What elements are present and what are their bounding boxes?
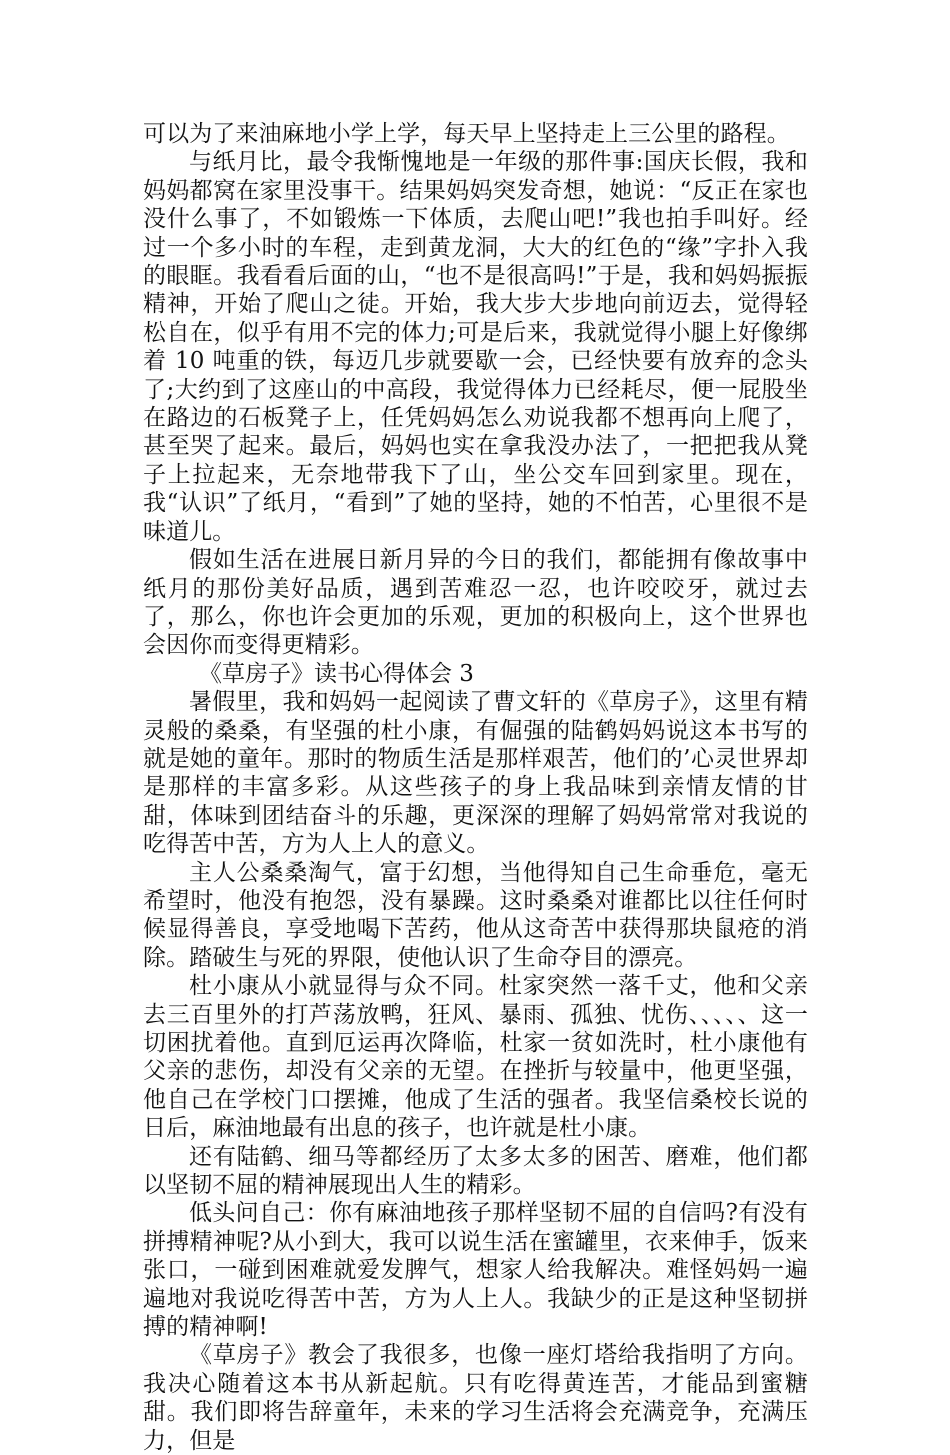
paragraph: 低头问自己：你有麻油地孩子那样坚韧不屈的自信吗?有没有拼搏精神呢?从小到大，我可以说生活在蜜罐里，衣来伸手，饭来张口，一碰到困难就爱发脾气，想家人给我解决。难怪妈妈一遍遍地对我说吃得苦中苦，方为人上人。我缺少的正是这种坚韧拼搏的精神啊! bbox=[143, 1200, 808, 1341]
paragraph: 可以为了来油麻地小学上学，每天早上坚持走上三公里的路程。 bbox=[143, 121, 790, 147]
paragraph: 假如生活在进展日新月异的今日的我们，都能拥有像故事中纸月的那份美好品质，遇到苦难忍一忍，也许咬咬牙，就过去了，那么，你也许会更加的乐观，更加的积极向上，这个世界也会因你而变得更精彩。 bbox=[143, 547, 808, 659]
paragraph: 还有陆鹤、细马等都经历了太多太多的困苦、磨难，他们都以坚韧不屈的精神展现出人生的精彩。 bbox=[143, 1143, 808, 1199]
paragraph: 主人公桑桑淘气，富于幻想，当他得知自己生命垂危，毫无希望时，他没有抱怨，没有暴躁。这时桑桑对谁都比以往任何时候显得善良，享受地喝下苦药，他从这奇苦中获得那块鼠疮的消除。踏破生与死的界限，使他认识了生命夺目的漂亮。 bbox=[143, 859, 808, 971]
paragraph: 《草房子》教会了我很多，也像一座灯塔给我指明了方向。我决心随着这本书从新起航。只有吃得黄连苦，才能品到蜜糖甜。我们即将告辞童年，未来的学习生活将会充满竞争，充满压力，但是 bbox=[143, 1342, 808, 1454]
paragraph: 与纸月比，最令我惭愧地是一年级的那件事:国庆长假，我和妈妈都窝在家里没事干。结果妈妈突发奇想，她说：“反正在家也没什么事了，不如锻炼一下体质，去爬山吧!”我也拍手叫好。经过一个多小时的车程，走到黄龙洞，大大的红色的“缘”字扑入我的眼眶。我看看后面的山，“也不是很高吗!”于是，我和妈妈振振精神，开始了爬山之徒。开始，我大步大步地向前迈去，觉得轻松自在，似乎有用不完的体力;可是后来，我就觉得小腿上好像绑着 10 吨重的铁，每迈几步就要歇一会，已经快要有放弃的念头了;大约到了这座山的中高段，我觉得体力已经耗尽，便一屁股坐在路边的石板凳子上，任凭妈妈怎么劝说我都不想再向上爬了，甚至哭了起来。最后，妈妈也实在拿我没办法了，一把把我从凳子上拉起来，无奈地带我下了山，坐公交车回到家里。现在，我“认识”了纸月，“看到”了她的坚持，她的不怕苦，心里很不是味道儿。 bbox=[143, 149, 808, 545]
paragraph: 杜小康从小就显得与众不同。杜家突然一落千丈，他和父亲去三百里外的打芦荡放鸭，狂风、暴雨、孤独、忧伤、、、、、这一切困扰着他。直到厄运再次降临，杜家一贫如洗时，杜小康他有父亲的悲伤，却没有父亲的无望。在挫折与较量中，他更坚强，他自己在学校门口摆摊，他成了生活的强者。我坚信桑校长说的日后，麻油地最有出息的孩子，也许就是杜小康。 bbox=[143, 973, 808, 1142]
section-heading: 《草房子》读书心得体会 3 bbox=[199, 660, 474, 687]
paragraph: 暑假里，我和妈妈一起阅读了曹文轩的《草房子》，这里有精灵般的桑桑，有坚强的杜小康，有倔强的陆鹤妈妈说这本书写的就是她的童年。那时的物质生活是那样艰苦，他们的’心灵世界却是那样的丰富多彩。从这些孩子的身上我品味到亲情友情的甘甜，体味到团结奋斗的乐趣，更深深的理解了妈妈常常对我说的吃得苦中苦，方为人上人的意义。 bbox=[143, 689, 808, 858]
document-body bbox=[143, 120, 808, 1455]
